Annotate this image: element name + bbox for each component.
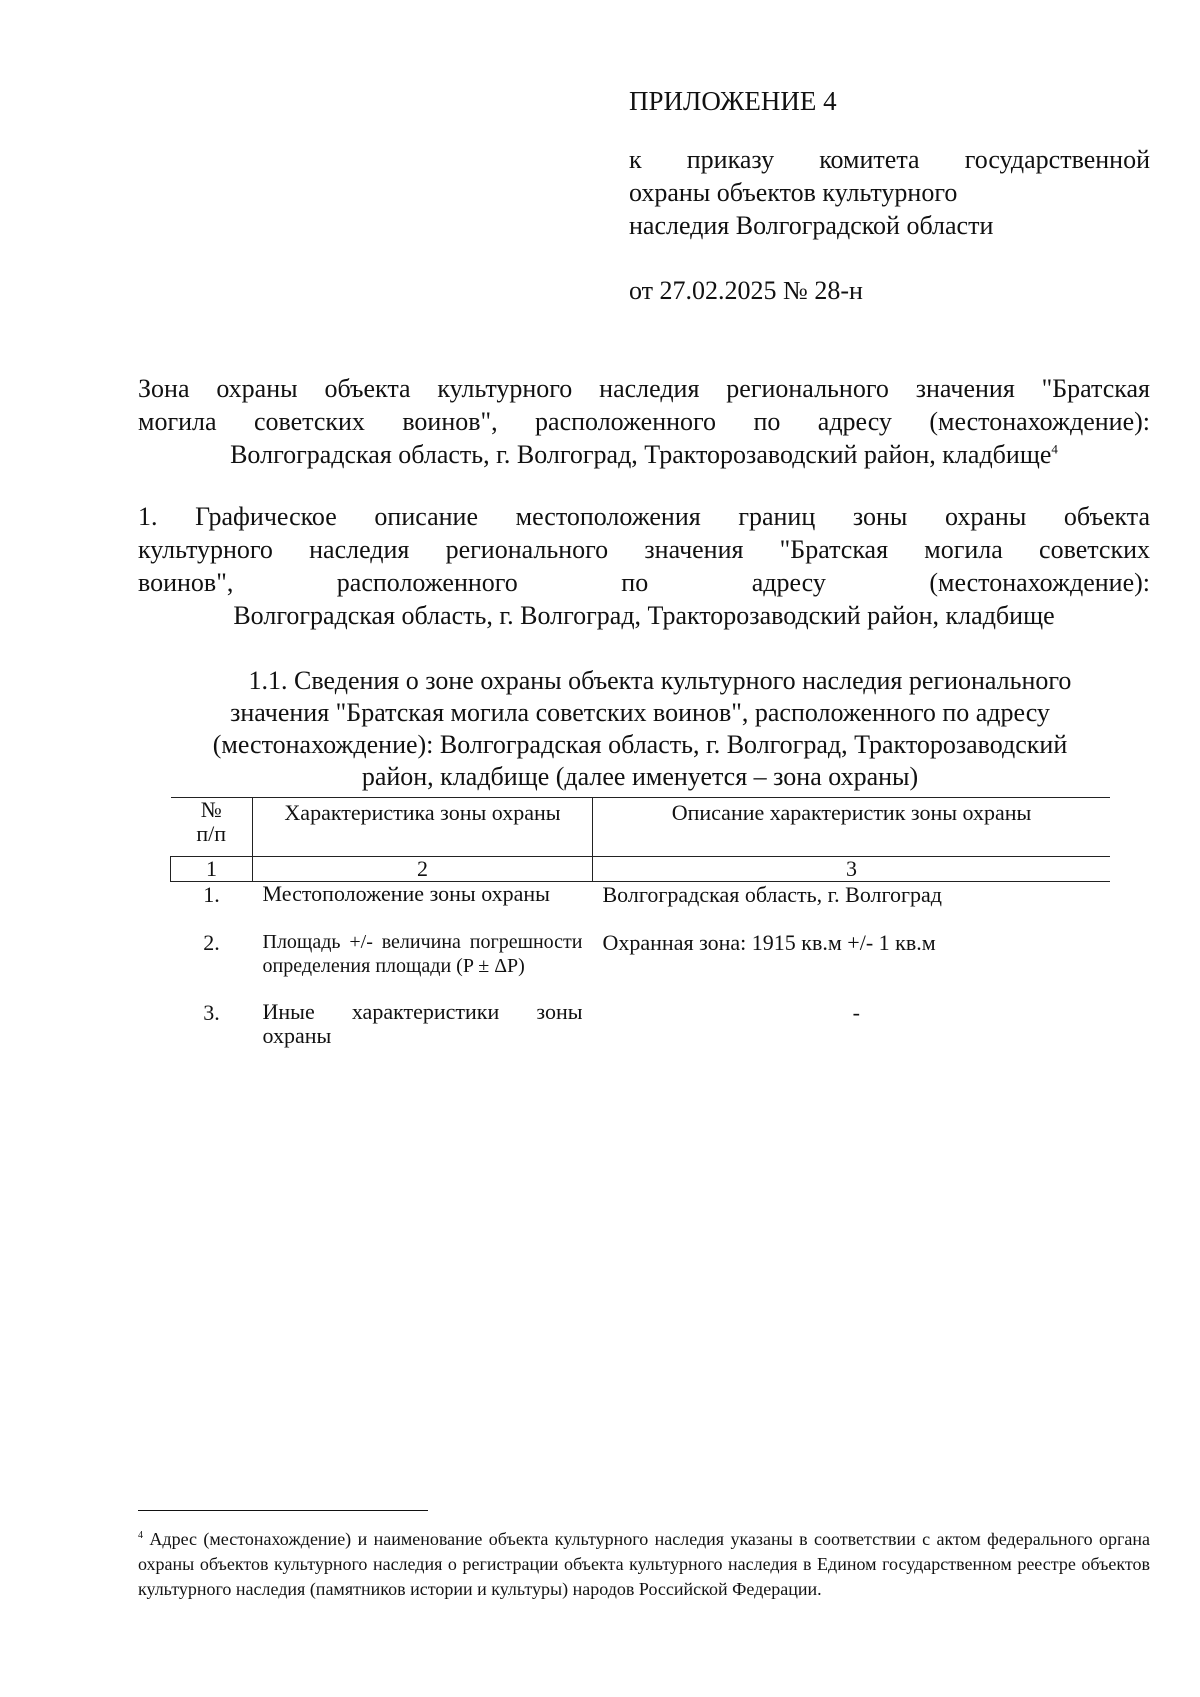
header-num-line-1: № (200, 797, 222, 822)
row-description: - (852, 1000, 860, 1025)
zone-title-line-2: могила советских воинов", расположенного по адресу (местонахождение): (138, 407, 1150, 436)
table-row (171, 930, 1111, 978)
row-description: Волгоградская область, г. Волгоград (602, 882, 942, 907)
zone-title (138, 372, 1150, 471)
column-number-2: 2 (253, 857, 593, 882)
order-line-1: к приказу комитета государственной (629, 145, 1150, 174)
column-number-3: 3 (593, 857, 1111, 882)
row-description: Охранная зона: 1915 кв.м +/- 1 кв.м (602, 930, 936, 955)
subsection-line-2: значения "Братская могила советских воинов", расположенного по адресу (230, 698, 1050, 727)
order-reference (629, 143, 1150, 242)
subsection-line-4: район, кладбище (далее именуется – зона охраны) (361, 762, 919, 791)
order-date: от 27.02.2025 № 28-н (629, 276, 863, 305)
subsection-line-1: 1.1. Сведения о зоне охраны объекта культурного наследия регионального (248, 666, 1072, 695)
row-number: 3. (203, 1000, 220, 1025)
header-num-line-2: п/п (196, 821, 227, 846)
section-1-line-4: Волгоградская область, г. Волгоград, Тракторозаводский район, кладбище (233, 601, 1055, 630)
footnote-separator (138, 1510, 428, 1511)
header-num (171, 798, 253, 857)
table-row (171, 1000, 1111, 1048)
row-characteristic: Местоположение зоны охраны (262, 881, 550, 906)
row-characteristic: Площадь +/- величина погрешности определения площади (P ± ΔP) (262, 931, 583, 977)
row-number: 1. (203, 882, 220, 907)
subsection-line-3: (местонахождение): Волгоградская область, г. Волгоград, Тракторозаводский (212, 730, 1068, 759)
section-1-title (138, 500, 1150, 632)
footnote-mark: 4 (138, 1530, 143, 1541)
zone-title-line-3 (138, 438, 1150, 471)
zone-characteristics-table (170, 797, 1110, 1048)
footnote-reference[interactable]: 4 (1051, 441, 1058, 457)
section-1-line-3: воинов", расположенного по адресу (местонахождение): (138, 568, 1150, 597)
row-number: 2. (203, 930, 220, 955)
order-line-3: наследия Волгоградской области (629, 211, 994, 240)
footnote-text: Адрес (местонахождение) и наименование объекта культурного наследия указаны в соответствии с актом федерального органа охраны объектов культурного наследия о регистрации объекта культурного наследия в Едином государственном реестре объектов культурного наследия (памятников истории и культуры) народов Российской Федерации. (138, 1529, 1151, 1599)
section-1-line-2: культурного наследия регионального значения "Братская могила советских (138, 535, 1150, 564)
table-column-numbers-row (171, 857, 1111, 882)
header-characteristic: Характеристика зоны охраны (253, 798, 593, 857)
row-characteristic: Иные характеристики зоны охраны (262, 999, 583, 1048)
footnote (138, 1527, 1150, 1602)
header-description: Описание характеристик зоны охраны (593, 798, 1111, 857)
zone-title-line-3-text: Волгоградская область, г. Волгоград, Тракторозаводский район, кладбище (230, 440, 1052, 469)
order-line-2: охраны объектов культурного (629, 178, 958, 207)
column-number-1: 1 (171, 857, 253, 882)
appendix-title: ПРИЛОЖЕНИЕ 4 (629, 86, 837, 116)
table-header-row (171, 798, 1111, 857)
zone-title-line-1: Зона охраны объекта культурного наследия регионального значения "Братская (138, 374, 1150, 403)
subsection-1-1-title (160, 665, 1120, 793)
table-row (171, 882, 1111, 909)
section-1-line-1: 1. Графическое описание местоположения границ зоны охраны объекта (138, 502, 1150, 531)
